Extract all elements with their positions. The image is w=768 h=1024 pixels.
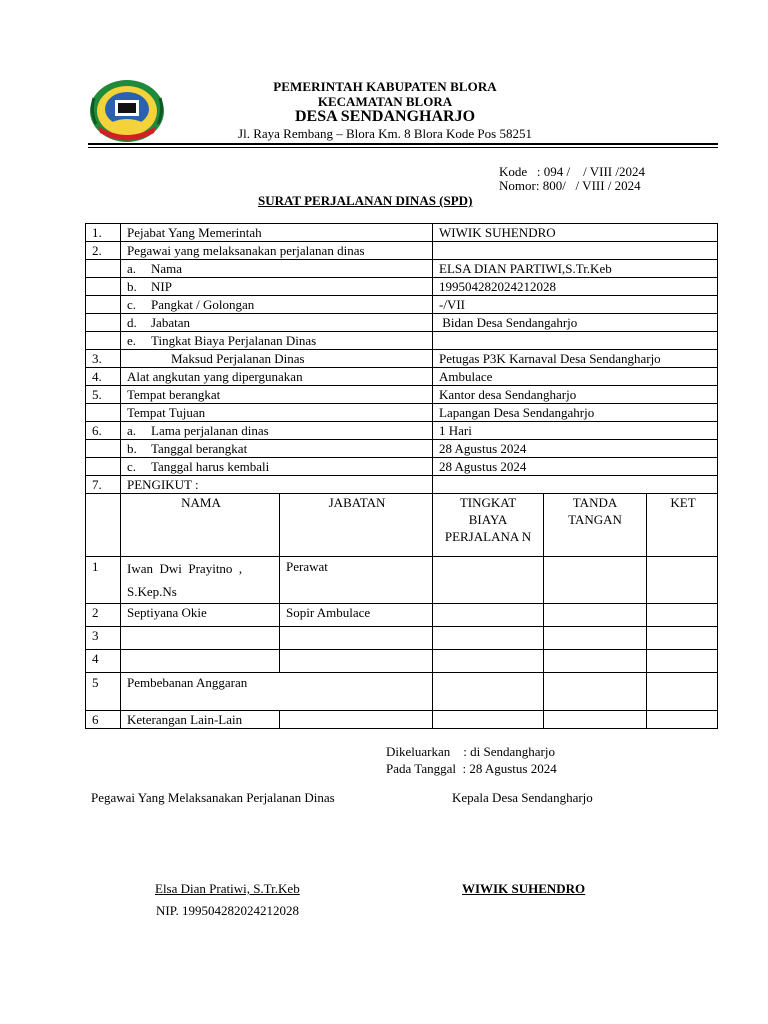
table-row	[86, 224, 718, 242]
row-number: 7.	[86, 476, 121, 494]
row-label: Alat angkutan yang dipergunakan	[121, 368, 433, 386]
header-address: Jl. Raya Rembang – Blora Km. 8 Blora Kode Pos 58251	[238, 126, 532, 141]
col-header-jabatan: JABATAN	[280, 494, 433, 557]
col-header-ket: KET	[647, 494, 718, 557]
col-header-tanda: TANDA TANGAN	[544, 494, 647, 557]
header-village: DESA SENDANGHARJO	[294, 108, 476, 125]
pengikut-jabatan	[280, 650, 433, 673]
row-sub-letter: c.	[127, 459, 137, 474]
row-number: 4	[86, 650, 121, 673]
table-row	[86, 422, 718, 440]
header-rule-thick	[88, 143, 718, 145]
row-label: Tanggal harus kembali	[151, 459, 270, 474]
pengikut-name: Septiyana Okie	[121, 604, 280, 627]
pengikut-name	[121, 627, 280, 650]
signatory-right-name: WIWIK SUHENDRO	[462, 881, 586, 896]
row-label: Pejabat Yang Memerintah	[121, 224, 433, 242]
table-row	[86, 368, 718, 386]
row-value: 28 Agustus 2024	[433, 458, 718, 476]
table-row	[86, 404, 718, 422]
row-sub-letter: a.	[127, 423, 137, 438]
blora-regency-emblem-icon	[88, 78, 166, 144]
signatory-right-title: Kepala Desa Sendangharjo	[452, 790, 593, 805]
row-value: Lapangan Desa Sendangahrjo	[433, 404, 718, 422]
row-label: Pangkat / Golongan	[151, 297, 255, 312]
table-row	[86, 650, 718, 673]
row-value: Ambulace	[433, 368, 718, 386]
row-sub-letter: b.	[127, 441, 137, 456]
issued-place: Dikeluarkan : di Sendangharjo	[386, 744, 555, 759]
row-value: ELSA DIAN PARTIWI,S.Tr.Keb	[433, 260, 718, 278]
spd-table	[85, 223, 718, 729]
row-label: Tempat berangkat	[121, 386, 433, 404]
row-label: Pegawai yang melaksanakan perjalanan dinas	[121, 242, 433, 260]
row-sub-letter: d.	[127, 315, 137, 330]
table-row	[86, 604, 718, 627]
table-row	[86, 296, 718, 314]
table-row	[86, 350, 718, 368]
row-value	[433, 332, 718, 350]
row-number: 6.	[86, 422, 121, 440]
row-number: 1.	[86, 224, 121, 242]
row-label: Jabatan	[151, 315, 190, 330]
pengikut-jabatan: Perawat	[280, 557, 433, 604]
signatory-left-title: Pegawai Yang Melaksanakan Perjalanan Dinas	[91, 790, 335, 805]
table-row	[86, 332, 718, 350]
table-row	[86, 260, 718, 278]
pengikut-jabatan: Sopir Ambulace	[280, 604, 433, 627]
pengikut-jabatan	[280, 627, 433, 650]
row-number: 2.	[86, 242, 121, 260]
row-label: Pembebanan Anggaran	[121, 673, 433, 711]
col-header-nama: NAMA	[121, 494, 280, 557]
table-row	[86, 711, 718, 729]
row-value: WIWIK SUHENDRO	[433, 224, 718, 242]
row-number: 1	[86, 557, 121, 604]
signatory-left-name: Elsa Dian Pratiwi, S.Tr.Keb	[155, 881, 300, 896]
row-value: Bidan Desa Sendangahrjo	[433, 314, 718, 332]
row-number: 4.	[86, 368, 121, 386]
row-label: Lama perjalanan dinas	[151, 423, 269, 438]
pengikut-name-line1: Iwan Dwi Prayitno ,	[127, 561, 243, 576]
table-row	[86, 476, 718, 494]
document-title: SURAT PERJALANAN DINAS (SPD)	[258, 193, 473, 208]
row-number: 2	[86, 604, 121, 627]
row-sub-letter: e.	[127, 333, 137, 348]
row-label: Tanggal berangkat	[151, 441, 248, 456]
row-value: -/VII	[433, 296, 718, 314]
row-value: 28 Agustus 2024	[433, 440, 718, 458]
pengikut-name-line2: S.Kep.Ns	[127, 584, 177, 599]
kode-number: Kode : 094 / / VIII /2024	[499, 164, 645, 179]
table-row	[86, 673, 718, 711]
header-government: PEMERINTAH KABUPATEN BLORA	[273, 79, 497, 94]
table-row	[86, 314, 718, 332]
table-row	[86, 627, 718, 650]
pengikut-name	[121, 650, 280, 673]
table-row	[86, 557, 718, 604]
row-value: 199504282024212028	[433, 278, 718, 296]
header-district: KECAMATAN BLORA	[317, 94, 453, 109]
row-label: Nama	[151, 261, 183, 276]
pengikut-header-row	[86, 494, 718, 557]
nomor-number: Nomor: 800/ / VIII / 2024	[499, 178, 641, 193]
row-value: Petugas P3K Karnaval Desa Sendangharjo	[433, 350, 718, 368]
col-header-tingkat: TINGKAT BIAYA PERJALANA N	[433, 494, 544, 557]
table-row	[86, 386, 718, 404]
row-number: 5.	[86, 386, 121, 404]
row-value	[433, 242, 718, 260]
row-label: NIP	[151, 279, 172, 294]
row-label: PENGIKUT :	[121, 476, 433, 494]
header-rule-thin	[88, 147, 718, 148]
table-row	[86, 458, 718, 476]
row-sub-letter: a.	[127, 261, 137, 276]
row-number: 3.	[86, 350, 121, 368]
row-value: Kantor desa Sendangharjo	[433, 386, 718, 404]
row-sub-letter: c.	[127, 297, 137, 312]
issued-date: Pada Tanggal : 28 Agustus 2024	[386, 761, 557, 776]
row-number: 3	[86, 627, 121, 650]
row-number: 5	[86, 673, 121, 711]
row-label: Tingkat Biaya Perjalanan Dinas	[151, 333, 317, 348]
row-number: 6	[86, 711, 121, 729]
row-value: 1 Hari	[433, 422, 718, 440]
table-row	[86, 440, 718, 458]
row-label: Maksud Perjalanan Dinas	[171, 351, 305, 366]
row-label: Keterangan Lain-Lain	[121, 711, 280, 729]
row-sub-letter: b.	[127, 279, 137, 294]
table-row	[86, 242, 718, 260]
signatory-left-nip: NIP. 199504282024212028	[156, 903, 300, 918]
row-label: Tempat Tujuan	[121, 404, 433, 422]
table-row	[86, 278, 718, 296]
